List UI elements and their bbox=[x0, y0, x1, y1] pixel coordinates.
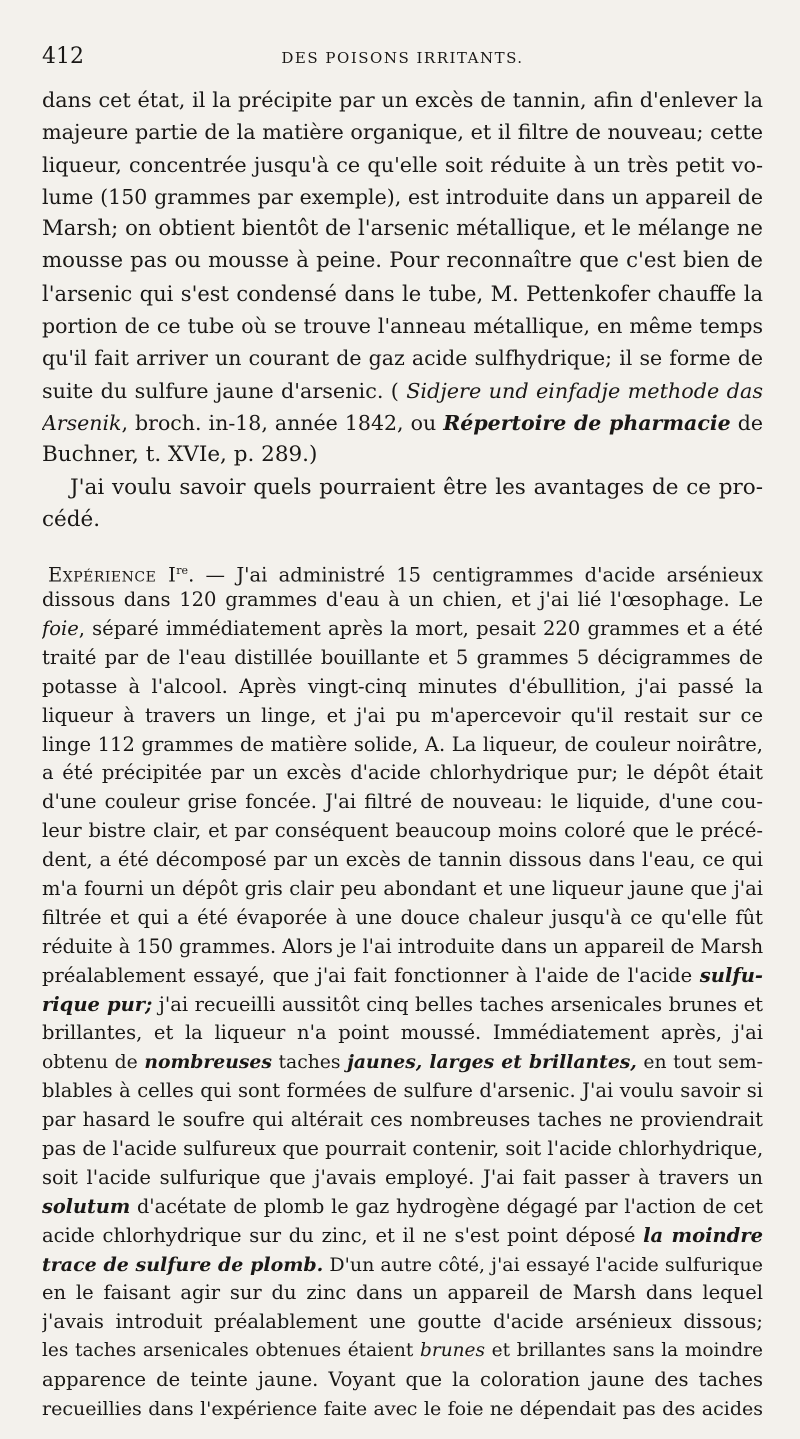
text-line: traité par de l'eau distillée bouillante et 5 grammes 5 décigrammes de bbox=[42, 645, 763, 669]
text-line bbox=[42, 375, 763, 407]
citation-title-italic: Sidjere und einfadje methode das bbox=[406, 378, 763, 403]
emphasis-italic: sulfu- bbox=[699, 963, 763, 987]
citation-journal-italic: Répertoire de pharmacie bbox=[443, 410, 731, 435]
page-header bbox=[42, 36, 763, 84]
text-line: potasse à l'alcool. Après vingt-cinq minutes d'ébullition, j'ai passé la bbox=[42, 674, 763, 698]
text-run: en tout sem- bbox=[636, 1052, 763, 1074]
text-line bbox=[42, 407, 763, 439]
text-run: d'acétate de plomb le gaz hydrogène dégagé par l'action de cet bbox=[130, 1194, 763, 1218]
text-line: Buchner, t. XVIe, p. 289.) bbox=[42, 442, 318, 468]
emphasis-italic: nombreuses bbox=[144, 1051, 272, 1074]
text-line: soit l'acide sulfurique que j'avais employé. J'ai fait passer à travers un bbox=[42, 1165, 763, 1189]
text-line: linge 112 grammes de matière solide, A. La liqueur, de couleur noirâtre, bbox=[42, 732, 763, 756]
emphasis-italic: jaunes, larges et brillantes, bbox=[347, 1051, 637, 1074]
text-line: lume (150 grammes par exemple), est introduite dans un appareil de bbox=[42, 184, 763, 209]
text-line bbox=[42, 1251, 763, 1280]
text-line: cédé. bbox=[42, 506, 101, 532]
text-line: a été précipitée par un excès d'acide chlorhydrique pur; le dépôt était bbox=[42, 761, 763, 785]
text-line bbox=[42, 615, 763, 644]
text-line bbox=[42, 557, 763, 586]
text-run: , broch. in-18, année 1842, ou bbox=[121, 410, 444, 435]
text-line bbox=[42, 1048, 763, 1077]
text-line: pas de l'acide sulfureux que pourrait contenir, soit l'acide chlorhydrique, bbox=[42, 1136, 763, 1160]
text-line bbox=[42, 962, 763, 991]
citation-title-italic: Arsenik bbox=[42, 410, 122, 435]
text-line: liqueur à travers un linge, et j'ai pu m'apercevoir qu'il restait sur ce bbox=[42, 703, 763, 727]
paragraph-pettenkofer bbox=[42, 84, 763, 536]
text-line: j'avais introduit préalablement une goutte d'acide arsénieux dissous; bbox=[42, 1310, 763, 1334]
text-line: Marsh; on obtient bientôt de l'arsenic métallique, et le mélange ne bbox=[42, 216, 763, 242]
experience-heading: Expérience I bbox=[48, 563, 177, 587]
text-line: brillantes, et la liqueur n'a point moussé. Immédiatement après, j'ai bbox=[42, 1021, 763, 1045]
text-line bbox=[42, 991, 763, 1020]
running-head: DES POISONS IRRITANTS. bbox=[281, 49, 524, 67]
emphasis-italic: rique pur; bbox=[42, 992, 153, 1016]
text-run: , séparé immédiatement après la mort, pesait 220 grammes et a été bbox=[78, 616, 763, 640]
ordinal-superscript: re bbox=[176, 564, 189, 578]
emphasis-italic: brunes bbox=[420, 1340, 485, 1362]
text-run: les taches arsenicales obtenues étaient bbox=[42, 1340, 421, 1362]
page-number: 412 bbox=[42, 44, 84, 69]
text-run: D'un autre côté, j'ai essayé l'acide sulfurique bbox=[323, 1253, 763, 1276]
text-line: dissous dans 120 grammes d'eau à un chien, et j'ai lié l'œsophage. Le bbox=[42, 588, 763, 612]
text-line: leur bistre clair, et par conséquent beaucoup moins coloré que le précé- bbox=[42, 819, 763, 843]
emphasis-italic: foie bbox=[42, 616, 79, 640]
text-line: l'arsenic qui s'est condensé dans le tube, M. Pettenkofer chauffe la bbox=[42, 281, 763, 306]
text-line: filtrée et qui a été évaporée à une douce chaleur jusqu'à ce qu'elle fût bbox=[42, 905, 763, 929]
text-run: taches bbox=[271, 1052, 348, 1074]
text-run: j'ai recueilli aussitôt cinq belles taches arsenicales brunes et bbox=[152, 992, 763, 1016]
text-line: réduite à 150 grammes. Alors je l'ai introduite dans un appareil de Marsh bbox=[42, 934, 763, 958]
paragraph-experience bbox=[42, 557, 763, 1424]
text-line: dent, a été décomposé par un excès de tannin dissous dans l'eau, ce qui bbox=[42, 848, 763, 872]
text-line: d'une couleur grise foncée. J'ai filtré de nouveau: le liquide, d'une cou- bbox=[42, 790, 763, 814]
text-line: qu'il fait arriver un courant de gaz acide sulfhydrique; il se forme de bbox=[42, 346, 763, 371]
emphasis-italic: la moindre bbox=[643, 1223, 763, 1247]
text-run: suite du sulfure jaune d'arsenic. ( bbox=[42, 378, 399, 403]
text-line: majeure partie de la matière organique, et il filtre de nouveau; cette bbox=[42, 120, 763, 145]
text-run: préalablement essayé, que j'ai fait fonctionner à l'aide de l'acide bbox=[42, 963, 700, 987]
text-line: m'a fourni un dépôt gris clair peu abondant et une liqueur jaune que j'ai bbox=[42, 876, 763, 900]
text-line: blables à celles qui sont formées de sulfure d'arsenic. J'ai voulu savoir si bbox=[42, 1079, 763, 1103]
text-line: mousse pas ou mousse à peine. Pour reconnaître que c'est bien de bbox=[42, 248, 763, 274]
emphasis-italic: trace de sulfure de plomb. bbox=[42, 1253, 324, 1276]
text-run: acide chlorhydrique sur du zinc, et il ne s'est point déposé bbox=[42, 1223, 644, 1247]
text-run: et brillantes sans la moindre bbox=[485, 1340, 763, 1362]
text-line: par hasard le soufre qui altérait ces nombreuses taches ne proviendrait bbox=[42, 1108, 763, 1132]
text-line bbox=[42, 1337, 763, 1366]
text-line bbox=[42, 1222, 763, 1251]
text-run: . — J'ai administré 15 centigrammes d'acide arsénieux bbox=[188, 563, 763, 587]
text-line: J'ai voulu savoir quels pourraient être les avantages de ce pro- bbox=[70, 474, 763, 500]
text-run: de bbox=[737, 410, 763, 435]
text-line: dans cet état, il la précipite par un excès de tannin, afin d'enlever la bbox=[42, 88, 763, 112]
emphasis-italic: solutum bbox=[42, 1194, 131, 1218]
text-run: obtenu de bbox=[42, 1052, 145, 1074]
text-line bbox=[42, 1193, 763, 1222]
text-line: apparence de teinte jaune. Voyant que la coloration jaune des taches bbox=[42, 1368, 763, 1392]
text-line: en le faisant agir sur du zinc dans un appareil de Marsh dans lequel bbox=[42, 1281, 763, 1305]
text-line: recueillies dans l'expérience faite avec le foie ne dépendait pas des acides bbox=[42, 1397, 763, 1420]
text-line: portion de ce tube où se trouve l'anneau métallique, en même temps bbox=[42, 314, 763, 339]
text-line: liqueur, concentrée jusqu'à ce qu'elle soit réduite à un très petit vo- bbox=[42, 152, 763, 177]
